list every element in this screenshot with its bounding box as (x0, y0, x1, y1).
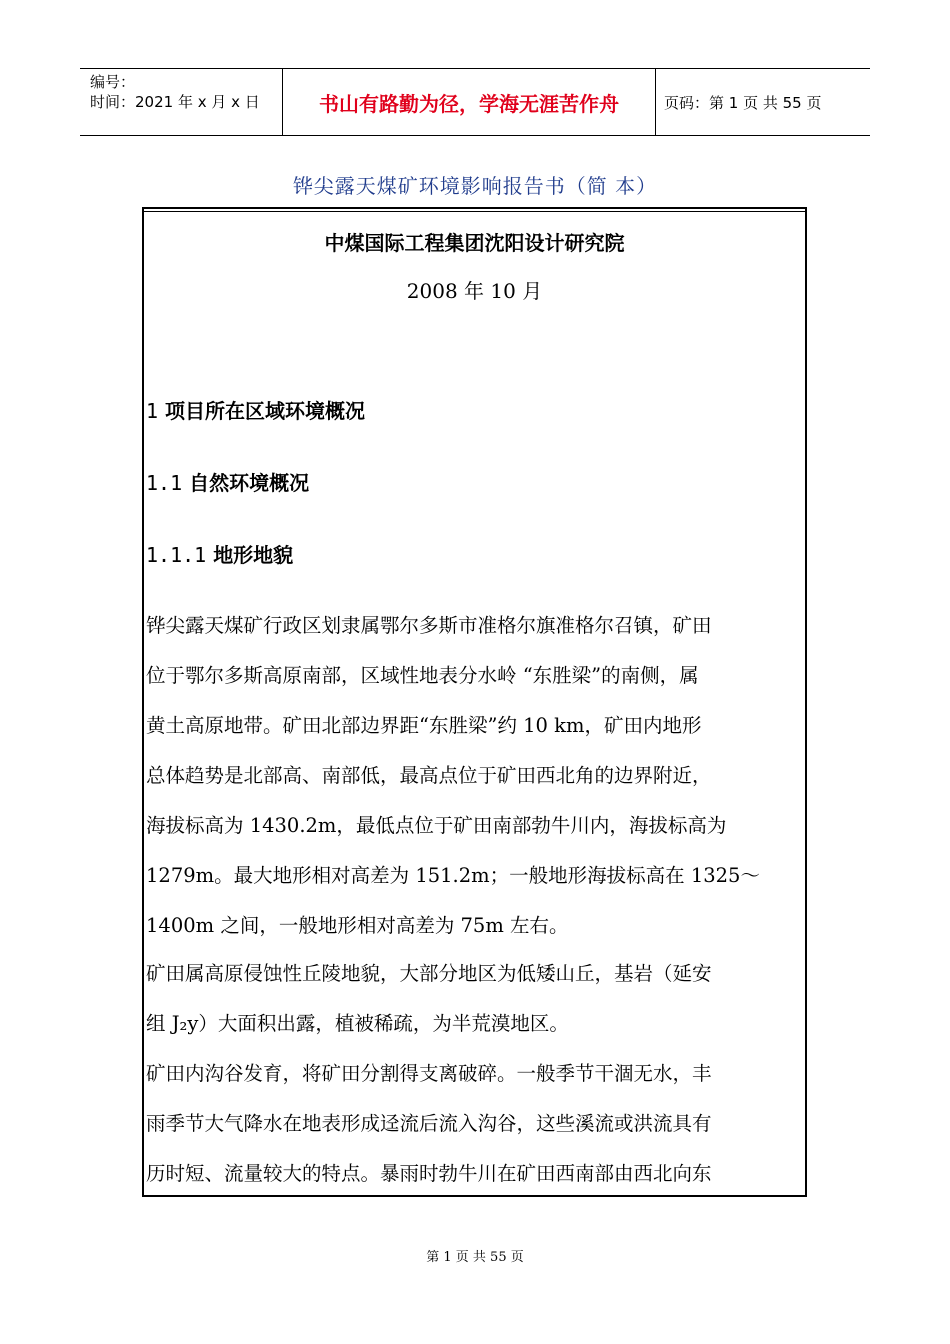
text-line: 位于鄂尔多斯高原南部，区域性地表分水岭 “东胜梁”的南侧，属 (146, 664, 699, 687)
content-frame (142, 207, 807, 1197)
header-motto: 书山有路勤为径，学海无涯苦作舟 (282, 69, 656, 135)
organization-name: 中煤国际工程集团沈阳设计研究院 (324, 231, 625, 255)
heading-text: 自然环境概况 (189, 471, 310, 495)
header-meta (80, 69, 282, 135)
paragraph-valleys (146, 1049, 806, 1197)
text-line: 总体趋势是北部高、南部低，最高点位于矿田西北角的边界附近， (146, 764, 712, 787)
text-line: 矿田内沟谷发育，将矿田分割得支离破碎。一般季节干涸无水，丰 (146, 1062, 712, 1085)
heading-level-2 (146, 467, 309, 496)
page-footer: 第 1 页 共 55 页 (426, 1250, 524, 1265)
text-line: 海拔标高为 1430.2m，最低点位于矿田南部勃牛川内，海拔标高为 (146, 814, 727, 837)
frame-inner-border (144, 211, 805, 212)
text-line: 黄土高原地带。矿田北部边界距“东胜梁”约 10 km，矿田内地形 (146, 714, 702, 737)
text-line: 历时短、流量较大的特点。暴雨时勃牛川在矿田西南部由西北向东 (146, 1162, 712, 1185)
text-line: 矿田属高原侵蚀性丘陵地貌，大部分地区为低矮山丘，基岩（延安 (146, 962, 712, 985)
header-page-info: 页码：第 1 页 共 55 页 (664, 93, 822, 112)
text-line: 1400m 之间，一般地形相对高差为 75m 左右。 (146, 914, 569, 937)
text-line: 组 J₂y）大面积出露，植被稀疏，为半荒漠地区。 (146, 1012, 569, 1035)
page-header (80, 68, 870, 136)
heading-level-1 (146, 395, 365, 424)
document-title: 铧尖露天煤矿环境影响报告书（简 本） (292, 174, 658, 198)
text-line: 雨季节大气降水在地表形成迳流后流入沟谷，这些溪流或洪流具有 (146, 1112, 712, 1135)
text-line: 1279m。最大地形相对高差为 151.2m；一般地形海拔标高在 1325～ (146, 864, 760, 887)
text-line: 铧尖露天煤矿行政区划隶属鄂尔多斯市准格尔旗准格尔召镇，矿田 (146, 614, 712, 637)
serial-number-label: 编号： (90, 73, 136, 91)
heading-text: 项目所在区域环境概况 (165, 399, 366, 423)
heading-text: 地形地貌 (213, 543, 294, 567)
time-label: 时间：2021 年 x 月 x 日 (90, 93, 260, 111)
heading-number: 1.1.1 (146, 543, 207, 567)
heading-number: 1 (146, 399, 159, 423)
heading-level-3 (146, 539, 293, 568)
paragraph-landform (146, 949, 806, 1049)
heading-number: 1.1 (146, 471, 183, 495)
document-date: 2008 年 10 月 (406, 279, 543, 303)
paragraph-terrain (146, 601, 806, 951)
